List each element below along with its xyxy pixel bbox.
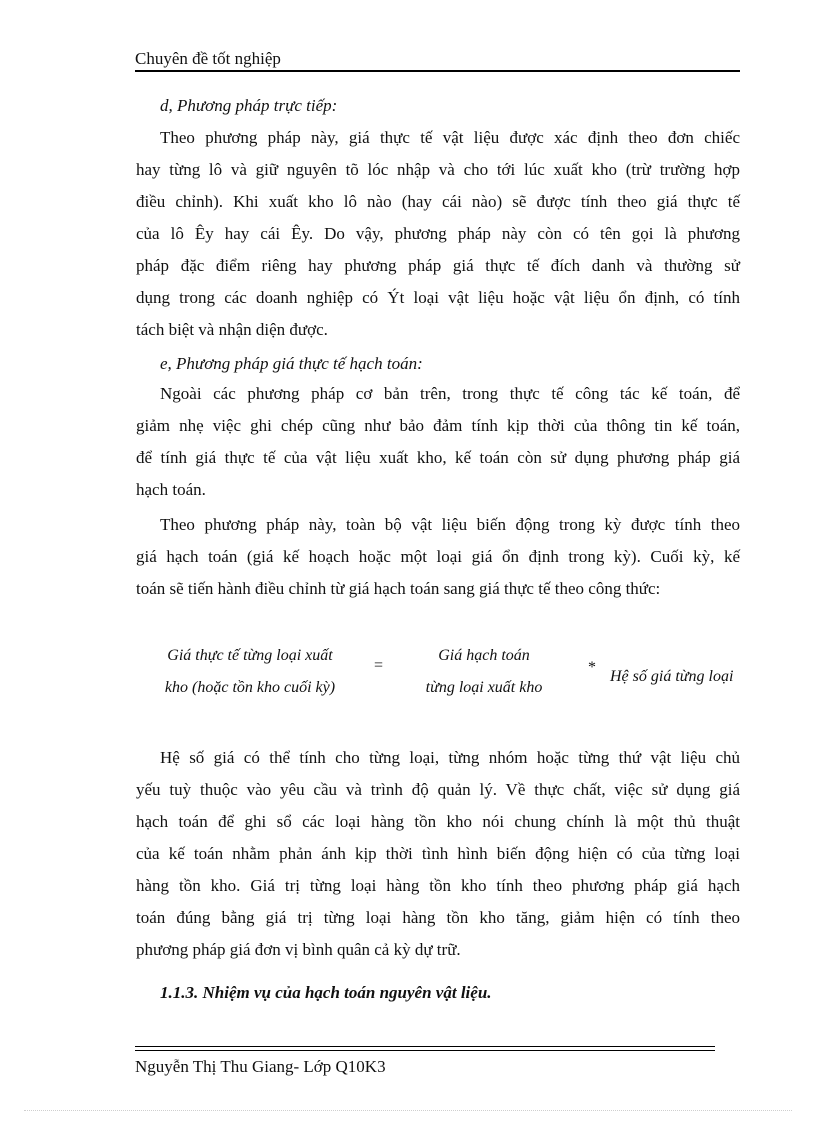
formula-mid-line: Giá hạch toán [438, 647, 530, 664]
text-line: dụng trong các doanh nghiệp có Ýt loại vật liệu hoặc vật liệu ổn định, có tính [136, 288, 740, 307]
header-rule [135, 70, 740, 72]
text-line: hạch toán để ghi sổ các loại hàng tồn kho nói chung chính là một thủ thuật [136, 812, 740, 831]
heading-e: e, Phương pháp giá thực tế hạch toán: [160, 354, 423, 373]
text-line: của kế toán nhằm phản ánh kịp thời tình hình biến động hiện có của từng loại [136, 844, 740, 863]
text-line: pháp đặc điểm riêng hay phương pháp giá thực tế đích danh và thường sử [136, 256, 740, 275]
formula-mid-line: từng loại xuất kho [425, 679, 543, 696]
paragraph-e-2 [136, 509, 740, 605]
formula-middle-term [404, 640, 564, 704]
text-line: yếu tuỳ thuộc vào yêu cầu và trình độ quản lý. Về thực chất, việc sử dụng giá [136, 780, 740, 799]
text-line: hàng tồn kho. Giá trị từng loại hàng tồn kho tính theo phương pháp giá hạch [136, 876, 740, 895]
formula-equals: = [374, 657, 384, 674]
text-line: hạch toán. [136, 480, 206, 499]
page-header-title: Chuyên đề tốt nghiệp [135, 49, 281, 68]
text-line: hay từng lô và giữ nguyên tõ lóc nhập và cho tới lúc xuất kho (trừ trường hợp [136, 160, 740, 179]
footer-author: Nguyễn Thị Thu Giang- Lớp Q10K3 [135, 1057, 386, 1076]
paragraph-coefficient [136, 742, 740, 966]
text-line: Ngoài các phương pháp cơ bản trên, trong thực tế công tác kế toán, để [160, 384, 740, 403]
text-line: phương pháp giá đơn vị bình quân cả kỳ dự trữ. [136, 940, 461, 959]
text-line: Theo phương pháp này, giá thực tế vật liệu được xác định theo đơn chiếc [160, 128, 740, 147]
text-line: tách biệt và nhận diện được. [136, 320, 328, 339]
text-line: Hệ số giá có thể tính cho từng loại, từng nhóm hoặc từng thứ vật liệu chủ [160, 748, 740, 767]
heading-d: d, Phương pháp trực tiếp: [160, 96, 338, 115]
footer-rule-top [135, 1046, 715, 1047]
footer-rule-bottom [135, 1050, 715, 1051]
formula-multiply: * [588, 659, 596, 676]
text-line: toán sẽ tiến hành điều chỉnh từ giá hạch toán sang giá thực tế theo công thức: [136, 579, 661, 598]
section-heading-1-1-3: 1.1.3. Nhiệm vụ của hạch toán nguyên vật liệu. [160, 983, 492, 1002]
paragraph-e-1 [136, 378, 740, 506]
formula-left-line: Giá thực tế từng loại xuất [167, 647, 333, 664]
formula-left-term [142, 640, 358, 704]
text-line: của lô Êy hay cái Êy. Do vậy, phương pháp này còn có tên gọi là phương [136, 224, 740, 243]
page-bottom-divider [24, 1110, 792, 1111]
text-line: Theo phương pháp này, toàn bộ vật liệu biến động trong kỳ được tính theo [160, 515, 740, 534]
text-line: giá hạch toán (giá kế hoạch hoặc một loại giá ổn định trong kỳ). Cuối kỳ, kế [136, 547, 740, 566]
text-line: điều chỉnh). Khi xuất kho lô nào (hay cái nào) sẽ được tính theo giá thực tế [136, 192, 740, 211]
formula-left-line: kho (hoặc tồn kho cuối kỳ) [164, 679, 336, 696]
text-line: toán đúng bằng giá trị từng loại hàng tồn kho tăng, giảm hiện có tính theo [136, 908, 740, 927]
text-line: để tính giá thực tế của vật liệu xuất kho, kế toán còn sử dụng phương pháp giá [136, 448, 740, 467]
paragraph-d [136, 122, 740, 346]
text-line: giảm nhẹ việc ghi chép cũng như bảo đảm tính kịp thời của thông tin kế toán, [136, 416, 740, 435]
formula-right-term: Hệ số giá từng loại [610, 668, 734, 685]
